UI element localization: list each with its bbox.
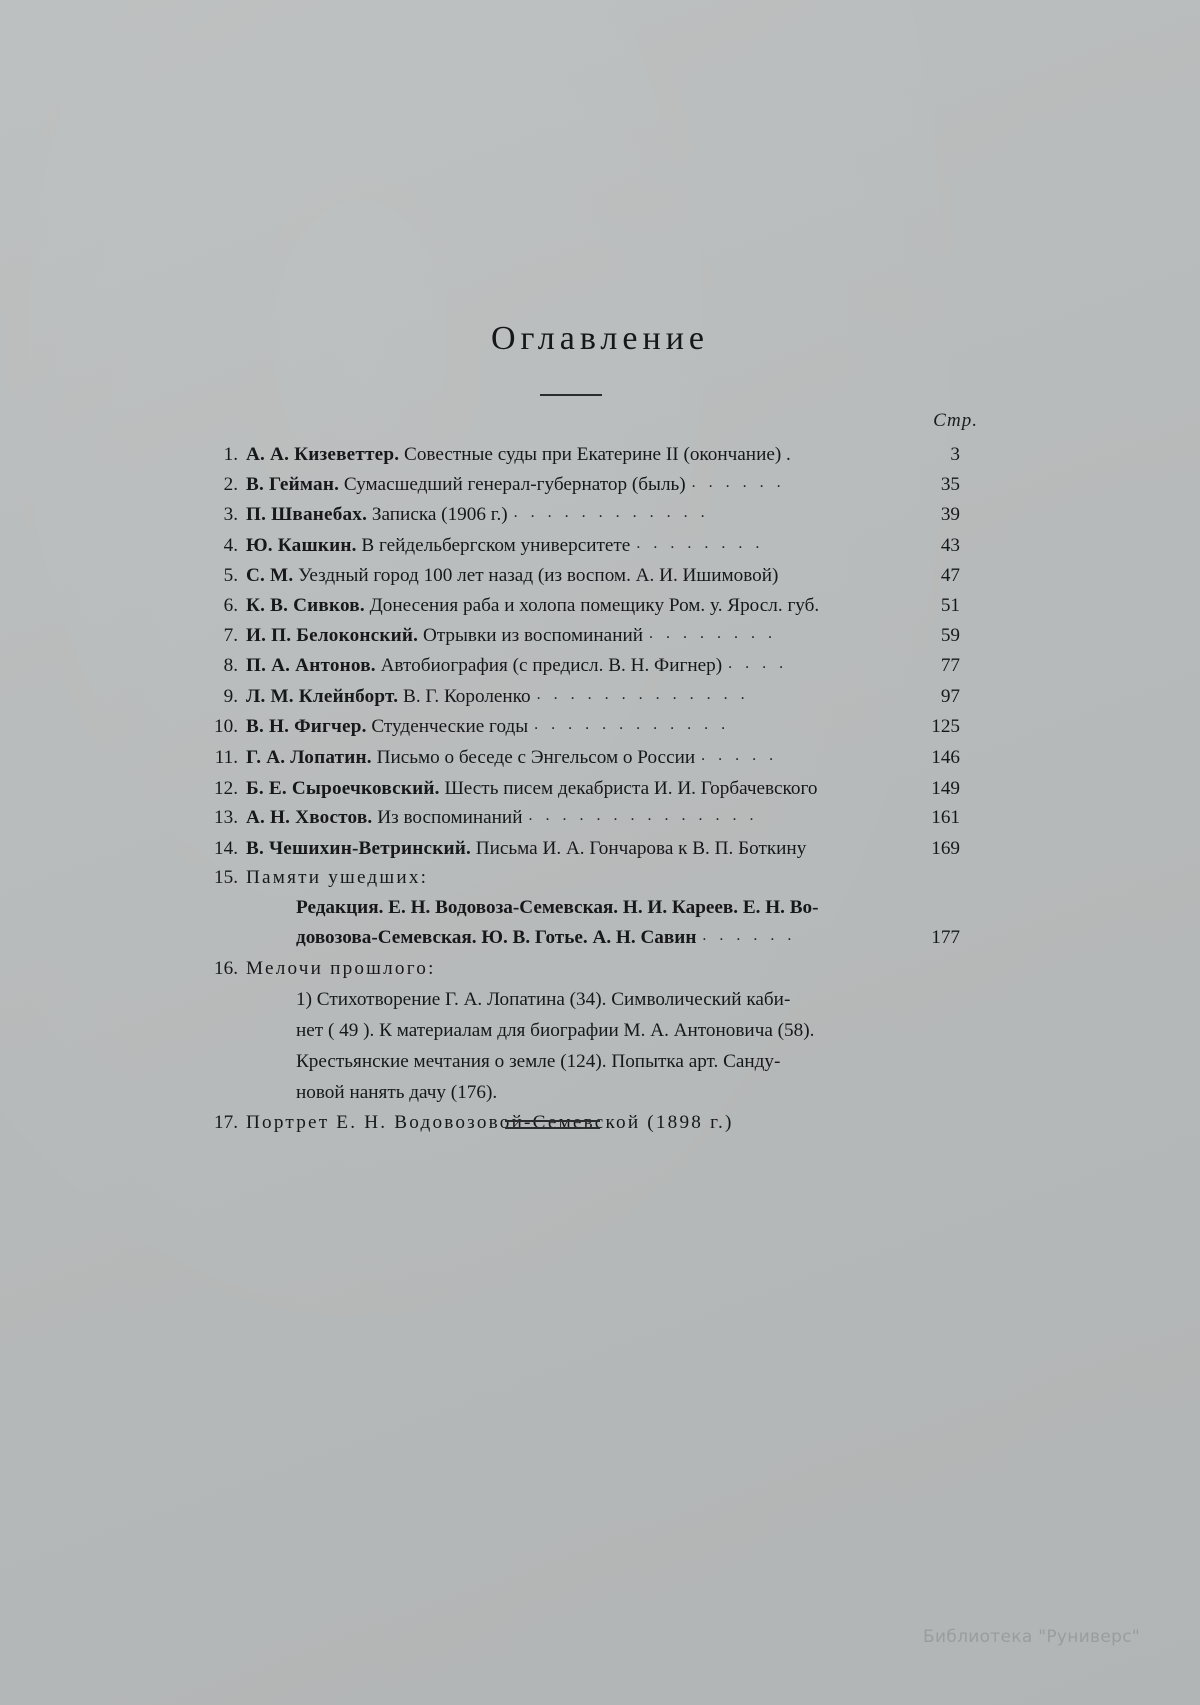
entry-title: Студенческие годы: [371, 716, 529, 738]
leader-dots: . . . . . .: [702, 927, 796, 945]
toc-section-trifles-line: Крестьянские мечтания о земле (124). Попытка арт. Санду-: [296, 1051, 781, 1073]
library-watermark: Библиотека "Руниверс": [923, 1627, 1140, 1647]
entry-title: Письма И. А. Гончарова к В. П. Боткину: [475, 837, 807, 859]
entry-number: 11.: [214, 746, 238, 768]
toc-entry: [200, 531, 960, 562]
toc-entry: [200, 834, 960, 864]
entry-author: П. Шванебах.: [246, 504, 368, 526]
entry-text: [246, 591, 819, 621]
entry-text: [246, 682, 531, 712]
bottom-divider: [505, 1120, 600, 1129]
toc-entry: [200, 743, 960, 774]
entry-author: К. В. Сивков.: [246, 594, 365, 616]
title-divider: [540, 394, 602, 396]
entry-text: [246, 774, 817, 804]
entry-title: Отрывки из воспоминаний: [422, 624, 644, 646]
entry-author: А. Н. Хвостов.: [246, 807, 373, 829]
toc-entry: [200, 561, 960, 591]
entry-title: В гейдельбергском университете: [361, 534, 631, 556]
entry-title: Письмо о беседе с Энгельсом о России: [376, 746, 696, 768]
entry-page: 51: [940, 594, 960, 616]
toc-entry: [200, 470, 960, 501]
entry-page: 77: [940, 655, 960, 677]
leader-dots: . . . . . . . . . . . .: [534, 716, 730, 734]
entry-text: [246, 470, 686, 500]
entry-title: Совестные суды при Екатерине II (окончание) .: [404, 444, 791, 465]
entry-number: 13.: [214, 807, 238, 829]
toc-section-trifles-line: 1) Стихотворение Г. А. Лопатина (34). Символический каби-: [296, 989, 791, 1011]
entry-number: 17.: [214, 1112, 238, 1134]
leader-dots: . . . . . . . .: [649, 624, 777, 642]
entry-page: 146: [931, 746, 960, 768]
leader-dots: . . . . . . . .: [636, 534, 764, 552]
memory-names-line2: довозова-Семевская. Ю. В. Готье. А. Н. Савин: [296, 927, 697, 949]
entry-text: [246, 651, 722, 681]
entry-text: [246, 440, 791, 470]
entry-title: Шесть писем декабриста И. И. Горбачевского: [444, 777, 818, 799]
entry-page: 39: [940, 504, 960, 526]
entry-text: [246, 834, 806, 864]
entry-author: В. Гейман.: [246, 473, 340, 495]
leader-dots: . . . . . . . . . . . . .: [536, 685, 750, 703]
entry-author: П. А. Антонов.: [246, 655, 376, 677]
leader-dots: . . . . .: [701, 746, 778, 764]
entry-page: 169: [931, 837, 960, 859]
entry-number: 4.: [223, 534, 238, 556]
entry-page: 149: [931, 777, 960, 799]
toc-entry: [200, 651, 960, 682]
toc-section-memory-heading: [200, 863, 960, 893]
entry-text: [246, 803, 522, 833]
section-heading-text: Портрет Е. Н. Водовозовой-Семевской (1898 г.): [246, 1112, 734, 1134]
entry-title: Донесения раба и холопа помещику Ром. у. Яросл. губ.: [369, 594, 820, 616]
entry-author: В. Н. Фигчер.: [246, 716, 367, 738]
section-heading-text: Мелочи прошлого:: [246, 958, 436, 980]
entry-title: Из воспоминаний: [377, 807, 523, 829]
entry-text: [246, 743, 695, 773]
entry-number: 10.: [214, 716, 238, 738]
entry-page: 161: [931, 807, 960, 829]
memory-names-line1: Редакция. Е. Н. Водовоза-Семевская. Н. И. Кареев. Е. Н. Во-: [296, 897, 819, 919]
entry-title: В. Г. Короленко: [403, 685, 531, 707]
leader-dots: . . . .: [728, 655, 788, 673]
entry-author: Г. А. Лопатин.: [246, 746, 372, 768]
entry-text: [246, 712, 528, 742]
toc-entry: [200, 500, 960, 531]
entry-number: 14.: [214, 837, 238, 859]
entry-number: 15.: [214, 867, 238, 889]
entry-page: 125: [931, 716, 960, 738]
leader-dots: . . . . . .: [691, 473, 786, 491]
entry-page: 177: [931, 927, 960, 949]
entry-title: Уездный город 100 лет назад (из воспом. А. И. Ишимовой): [298, 565, 779, 587]
entry-author: В. Чешихин-Ветринский.: [246, 837, 471, 859]
leader-dots: . . . . . . . . . . . . . .: [528, 807, 758, 825]
entry-number: 9.: [223, 685, 238, 707]
entry-author: Ю. Кашкин.: [246, 534, 357, 556]
toc-entry: [200, 440, 960, 470]
entry-page: 97: [940, 685, 960, 707]
toc-entry: [200, 774, 960, 804]
entry-number: 5.: [223, 565, 238, 587]
page-title: Оглавление: [491, 320, 709, 357]
leader-dots: . . . . . . . . . . . .: [513, 504, 710, 522]
entry-title: Сумасшедший генерал-губернатор (быль): [343, 473, 686, 495]
entry-page: 35: [940, 473, 960, 495]
entry-page: 3: [950, 444, 960, 465]
entry-text: [246, 531, 630, 561]
entry-page: 47: [940, 565, 960, 587]
entry-author: А. А. Кизеветтер.: [246, 444, 400, 465]
entry-number: 16.: [214, 958, 238, 980]
toc-section-trifles-line: нет ( 49 ). К материалам для биографии М. А. Антоновича (58).: [296, 1020, 815, 1042]
entry-number: 3.: [223, 504, 238, 526]
toc-section-trifles-heading: [200, 954, 960, 984]
entry-title: Записка (1906 г.): [371, 504, 508, 526]
entry-title: Автобиография (с предисл. В. Н. Фигнер): [380, 655, 723, 677]
entry-number: 1.: [223, 444, 238, 465]
entry-number: 8.: [223, 655, 238, 677]
section-heading-text: Памяти ушедших:: [246, 867, 429, 889]
toc-entry: [200, 591, 960, 621]
page-column-header: Стр.: [933, 410, 978, 431]
entry-number: 6.: [223, 594, 238, 616]
toc-section-memory-line1: [296, 893, 960, 923]
entry-number: 7.: [223, 624, 238, 646]
entry-number: 2.: [223, 473, 238, 495]
toc-section-trifles-line: новой нанять дачу (176).: [296, 1082, 498, 1104]
toc-entry: [200, 712, 960, 743]
table-of-contents: [200, 440, 960, 1138]
entry-number: 12.: [214, 777, 238, 799]
entry-author: Б. Е. Сыроечковский.: [246, 777, 440, 799]
entry-text: [246, 561, 778, 591]
entry-page: 59: [940, 624, 960, 646]
toc-section-memory-line2: [296, 923, 960, 954]
entry-page: 43: [940, 534, 960, 556]
entry-author: Л. М. Клейнборт.: [246, 685, 399, 707]
entry-author: С. М.: [246, 565, 294, 587]
entry-text: [246, 500, 508, 530]
toc-entry: [200, 682, 960, 713]
entry-author: И. П. Белоконский.: [246, 624, 419, 646]
entry-text: [246, 621, 643, 651]
toc-entry: [200, 621, 960, 652]
toc-entry: [200, 803, 960, 834]
